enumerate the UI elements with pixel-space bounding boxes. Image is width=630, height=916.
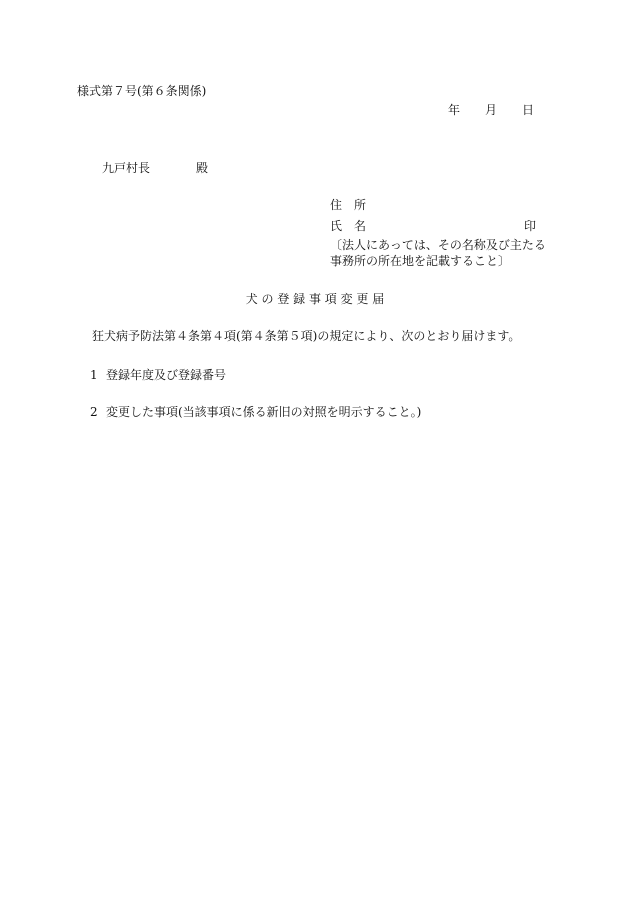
document-title: 犬 の 登 録 事 項 変 更 届	[245, 292, 385, 306]
corporation-note-line1: 〔法人にあっては、その名称及び主たる	[330, 238, 546, 252]
date-year-label: 年	[448, 103, 461, 117]
address-label: 住 所	[330, 198, 367, 212]
item-text: 変更した事項(当該事項に係る新旧の対照を明示すること。)	[106, 405, 422, 419]
name-row	[330, 219, 536, 234]
item-number: 1	[90, 368, 98, 382]
item-number: 2	[90, 405, 98, 419]
date-month-label: 月	[485, 103, 498, 117]
body-text: 狂犬病予防法第４条第４項(第４条第５項)の規定により、次のとおり届けます。	[92, 329, 521, 343]
corporation-note-line2: 事務所の所在地を記載すること〕	[330, 254, 511, 268]
corporation-note	[330, 237, 546, 269]
form-number: 様式第７号(第６条関係)	[77, 84, 207, 98]
date-line	[448, 103, 534, 118]
item-text: 登録年度及び登録番号	[106, 368, 227, 382]
addressee	[102, 161, 208, 176]
list-item	[90, 405, 421, 420]
list-item	[90, 368, 226, 383]
seal-mark: 印	[523, 219, 536, 233]
addressee-name: 九戸村長	[102, 161, 151, 175]
name-label: 氏 名	[330, 219, 367, 233]
date-day-label: 日	[522, 103, 535, 117]
addressee-honorific: 殿	[196, 161, 209, 175]
